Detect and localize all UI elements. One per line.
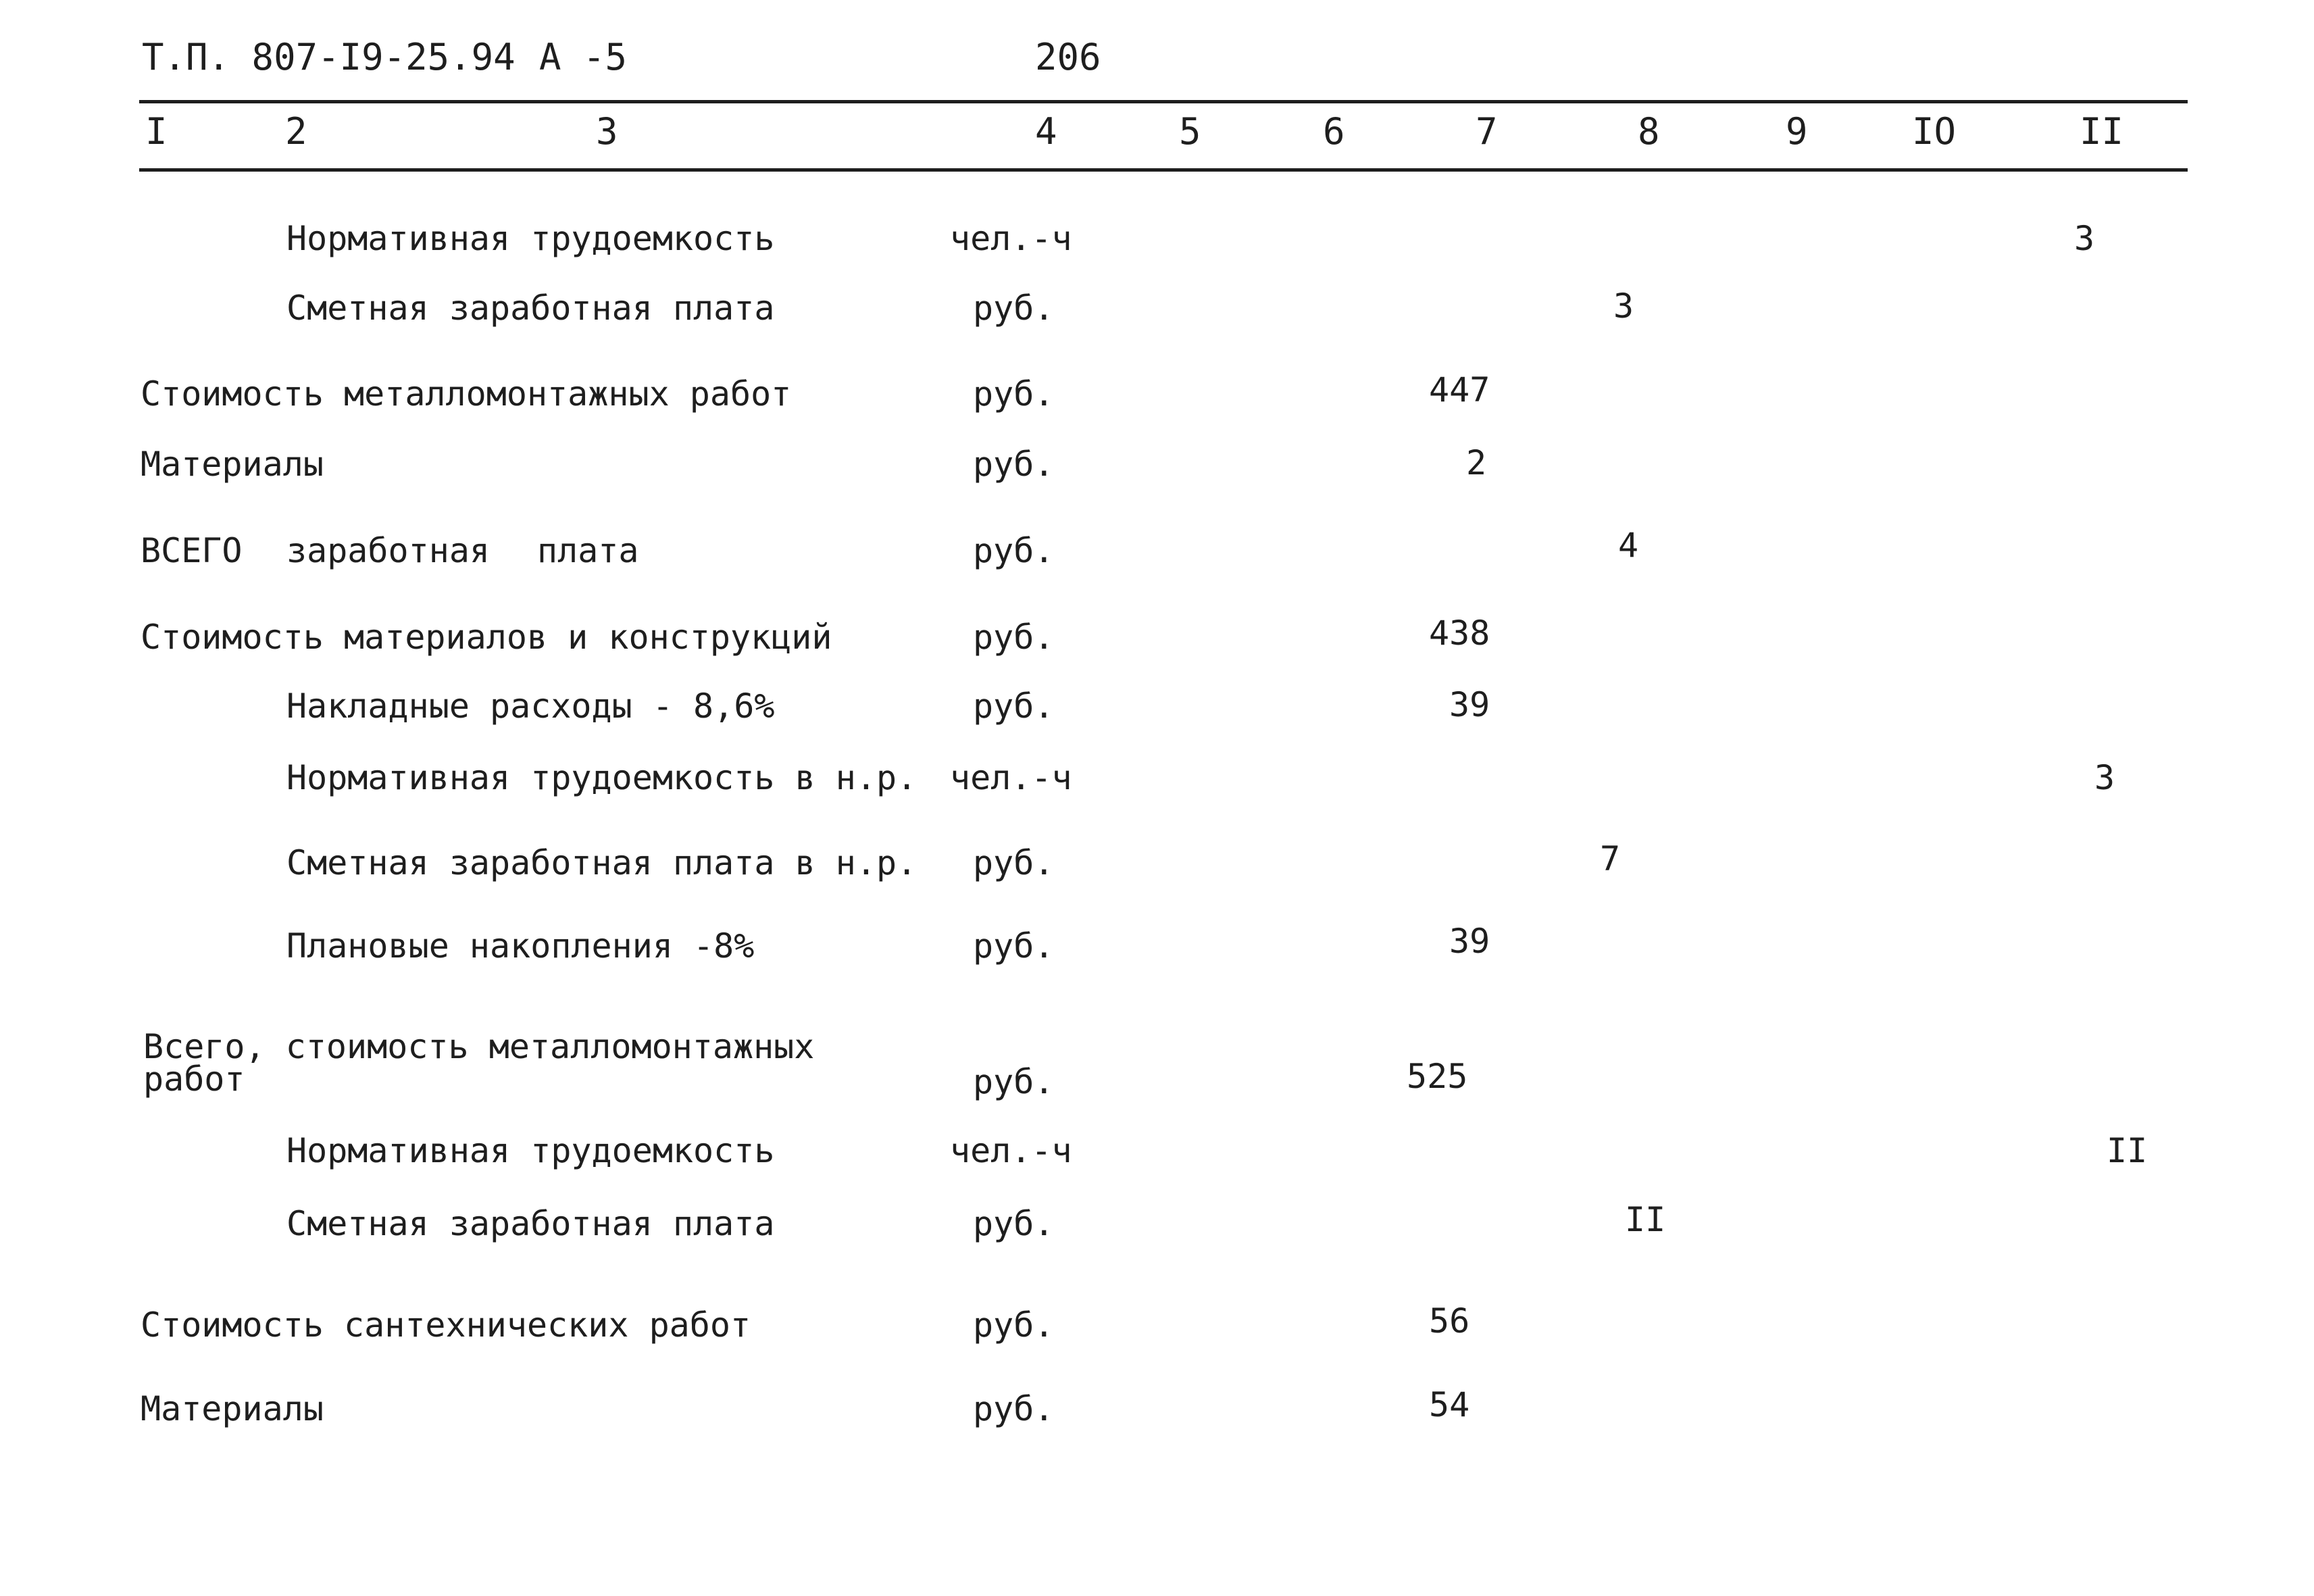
- row-value: 4: [1618, 526, 1639, 565]
- row-label: Материалы: [141, 445, 324, 484]
- document-code: Т.П. 807-I9-25.94: [142, 36, 515, 78]
- row-label: Сметная заработная плата в н.р.: [286, 843, 917, 882]
- column-header-5: 5: [1179, 110, 1201, 153]
- row-label: Сметная заработная плата: [286, 289, 775, 328]
- row-label-prefix: ВСЕГО: [141, 531, 243, 570]
- column-header-8: 8: [1638, 110, 1660, 153]
- row-value: II: [1625, 1200, 1666, 1239]
- row-unit: руб.: [973, 445, 1055, 484]
- row-value: 56: [1429, 1301, 1470, 1341]
- column-header-7: 7: [1476, 110, 1498, 153]
- row-value: 3: [1613, 286, 1634, 326]
- header-bottom-rule: [139, 168, 2188, 172]
- row-label: Материалы: [141, 1389, 324, 1428]
- row-unit: руб.: [973, 289, 1055, 328]
- row-label: Нормативная трудоемкость в н.р.: [286, 758, 917, 797]
- row-label-suffix: плата: [537, 531, 639, 570]
- row-value: 3: [2094, 758, 2115, 797]
- row-unit: руб.: [973, 1305, 1055, 1345]
- column-header-1: I: [145, 110, 168, 153]
- row-value: 39: [1449, 922, 1490, 961]
- row-value: 54: [1429, 1385, 1470, 1424]
- column-header-4: 4: [1035, 110, 1057, 153]
- row-unit: руб.: [973, 1062, 1055, 1101]
- row-unit: руб.: [973, 1389, 1055, 1428]
- row-unit: руб.: [973, 926, 1055, 966]
- top-rule: [139, 100, 2188, 103]
- sheet-label: А -5: [539, 36, 628, 78]
- row-unit: чел.-ч: [950, 758, 1072, 797]
- row-value: 3: [2074, 219, 2095, 258]
- column-header-6: 6: [1323, 110, 1345, 153]
- row-value: 525: [1407, 1057, 1468, 1096]
- row-value: 39: [1449, 685, 1490, 724]
- row-unit: руб.: [973, 1204, 1055, 1243]
- row-value: 7: [1600, 839, 1621, 878]
- row-value: 438: [1429, 614, 1490, 653]
- column-header-9: 9: [1786, 110, 1808, 153]
- row-label: Стоимость металломонтажных работ: [141, 374, 792, 414]
- row-label: Накладные расходы - 8,6%: [286, 687, 775, 726]
- row-unit: чел.-ч: [950, 1131, 1072, 1170]
- row-label: Сметная заработная плата: [286, 1204, 775, 1243]
- row-unit: руб.: [973, 531, 1055, 570]
- row-label: Стоимость сантехнических работ: [141, 1305, 751, 1345]
- column-header-2: 2: [285, 110, 307, 153]
- column-header-10: IO: [1912, 110, 1957, 153]
- row-label-line-2: работ: [143, 1059, 245, 1099]
- row-value: 2: [1466, 443, 1487, 482]
- row-unit: руб.: [973, 687, 1055, 726]
- page-number: 206: [1035, 36, 1101, 78]
- column-header-11: II: [2080, 110, 2124, 153]
- row-unit: руб.: [973, 374, 1055, 414]
- row-label: заработная: [286, 531, 491, 570]
- row-label: Стоимость материалов и конструкций: [141, 618, 832, 657]
- row-label-line-1: Всего, стоимость металломонтажных: [143, 1027, 815, 1066]
- column-header-3: 3: [596, 110, 618, 153]
- row-label: Плановые накопления -8%: [286, 926, 755, 966]
- row-unit: руб.: [973, 843, 1055, 882]
- row-unit: чел.-ч: [950, 219, 1072, 258]
- row-value: II: [2107, 1131, 2148, 1170]
- row-value: 447: [1429, 370, 1490, 409]
- row-unit: руб.: [973, 618, 1055, 657]
- row-label: Нормативная трудоемкость: [286, 219, 775, 258]
- row-label: Нормативная трудоемкость: [286, 1131, 775, 1170]
